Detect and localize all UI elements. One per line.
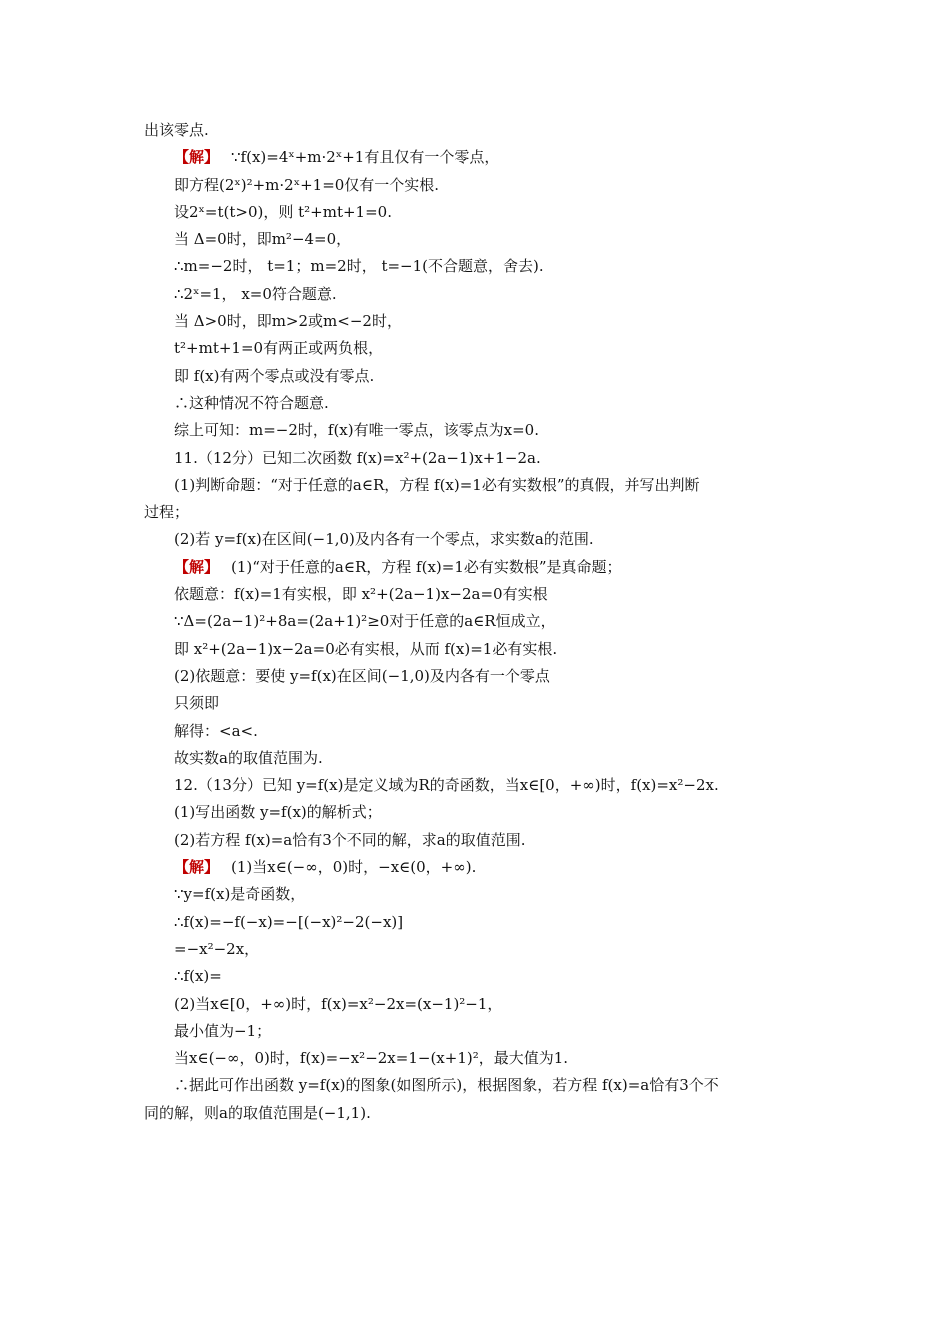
solution-tag: 【解】	[174, 148, 220, 167]
line-text: 最小值为−1；	[174, 1021, 272, 1040]
text-line	[144, 308, 814, 335]
text-line	[144, 144, 814, 171]
line-text: 12.（13分）已知 y=f(x)是定义域为R的奇函数，当x∈[0，+∞)时，f(x)=x²−2x.	[174, 776, 719, 795]
text-line	[144, 718, 814, 745]
text-line	[144, 636, 814, 663]
text-line	[144, 991, 814, 1018]
line-text: (1)判断命题：“对于任意的a∈R，方程 f(x)=1必有实数根”的真假，并写出判断	[174, 475, 700, 494]
solution-text	[144, 117, 814, 1127]
text-line	[144, 226, 814, 253]
text-line	[144, 499, 814, 526]
line-text: ∴这种情况不符合题意.	[174, 393, 329, 412]
line-text: 解得：<a<.	[174, 721, 258, 740]
line-text: 当 Δ=0时，即m²−4=0，	[174, 230, 352, 249]
line-text: ∴f(x)=	[174, 967, 222, 986]
text-line	[144, 281, 814, 308]
text-line	[144, 909, 814, 936]
text-line	[144, 445, 814, 472]
text-line	[144, 199, 814, 226]
text-line	[144, 799, 814, 826]
text-line	[144, 417, 814, 444]
text-line	[144, 827, 814, 854]
line-text: (1)“对于任意的a∈R，方程 f(x)=1必有实数根”是真命题；	[231, 557, 622, 576]
line-text: 11.（12分）已知二次函数 f(x)=x²+(2a−1)x+1−2a.	[174, 448, 541, 467]
line-text: 出该零点.	[144, 121, 209, 139]
line-text: 即 f(x)有两个零点或没有零点.	[174, 366, 375, 385]
text-line	[144, 117, 814, 144]
text-line	[144, 554, 814, 581]
line-text: (2)当x∈[0，+∞)时，f(x)=x²−2x=(x−1)²−1，	[174, 994, 503, 1013]
text-line	[144, 963, 814, 990]
text-line	[144, 854, 814, 881]
line-text: 当x∈(−∞，0)时，f(x)=−x²−2x=1−(x+1)²，最大值为1.	[174, 1049, 569, 1068]
text-line	[144, 390, 814, 417]
text-line	[144, 772, 814, 799]
line-text: 同的解，则a的取值范围是(−1,1).	[144, 1103, 371, 1122]
line-text: (2)依题意：要使 y=f(x)在区间(−1,0)及内各有一个零点	[174, 666, 550, 685]
text-line	[144, 1045, 814, 1072]
text-line	[144, 1100, 814, 1127]
text-line	[144, 253, 814, 280]
text-line	[144, 663, 814, 690]
text-line	[144, 526, 814, 553]
line-text: 当 Δ>0时，即m>2或m<−2时，	[174, 312, 402, 331]
text-line	[144, 335, 814, 362]
line-text: ∵f(x)=4ˣ+m·2ˣ+1有且仅有一个零点，	[231, 148, 500, 167]
line-text: 依题意：f(x)=1有实根，即 x²+(2a−1)x−2a=0有实根	[174, 585, 548, 604]
solution-tag: 【解】	[174, 557, 220, 576]
line-text: 综上可知：m=−2时，f(x)有唯一零点，该零点为x=0.	[174, 421, 539, 440]
line-text: 只须即	[174, 694, 220, 713]
line-text: =−x²−2x，	[174, 939, 260, 958]
line-text: 设2ˣ=t(t>0)，则 t²+mt+1=0.	[174, 202, 392, 221]
text-line	[144, 1018, 814, 1045]
text-line	[144, 608, 814, 635]
line-text: 即 x²+(2a−1)x−2a=0必有实根，从而 f(x)=1必有实根.	[174, 639, 558, 658]
text-line	[144, 472, 814, 499]
text-line	[144, 690, 814, 717]
line-text: ∴m=−2时， t=1；m=2时， t=−1(不合题意，舍去).	[174, 257, 544, 276]
line-text: (1)当x∈(−∞，0)时，−x∈(0，+∞).	[231, 858, 477, 877]
line-text: ∴据此可作出函数 y=f(x)的图象(如图所示)，根据图象，若方程 f(x)=a恰有3个不	[174, 1076, 719, 1095]
line-text: (2)若方程 f(x)=a恰有3个不同的解，求a的取值范围.	[174, 830, 526, 849]
solution-tag: 【解】	[174, 858, 220, 877]
line-text: ∴2ˣ=1， x=0符合题意.	[174, 284, 337, 303]
text-line	[144, 1072, 814, 1099]
line-text: (2)若 y=f(x)在区间(−1,0)及内各有一个零点，求实数a的范围.	[174, 530, 594, 549]
line-text: ∴f(x)=−f(−x)=−[(−x)²−2(−x)]	[174, 912, 404, 931]
text-line	[144, 581, 814, 608]
text-line	[144, 363, 814, 390]
line-text: ∵Δ=(2a−1)²+8a=(2a+1)²≥0对于任意的a∈R恒成立，	[174, 612, 556, 631]
line-text: (1)写出函数 y=f(x)的解析式；	[174, 803, 382, 822]
line-text: 过程；	[144, 503, 190, 522]
text-line	[144, 745, 814, 772]
line-text: ∵y=f(x)是奇函数，	[174, 885, 306, 904]
text-line	[144, 881, 814, 908]
text-line	[144, 936, 814, 963]
line-text: 故实数a的取值范围为.	[174, 748, 323, 767]
line-text: t²+mt+1=0有两正或两负根，	[174, 339, 384, 358]
text-line	[144, 172, 814, 199]
line-text: 即方程(2ˣ)²+m·2ˣ+1=0仅有一个实根.	[174, 175, 440, 194]
